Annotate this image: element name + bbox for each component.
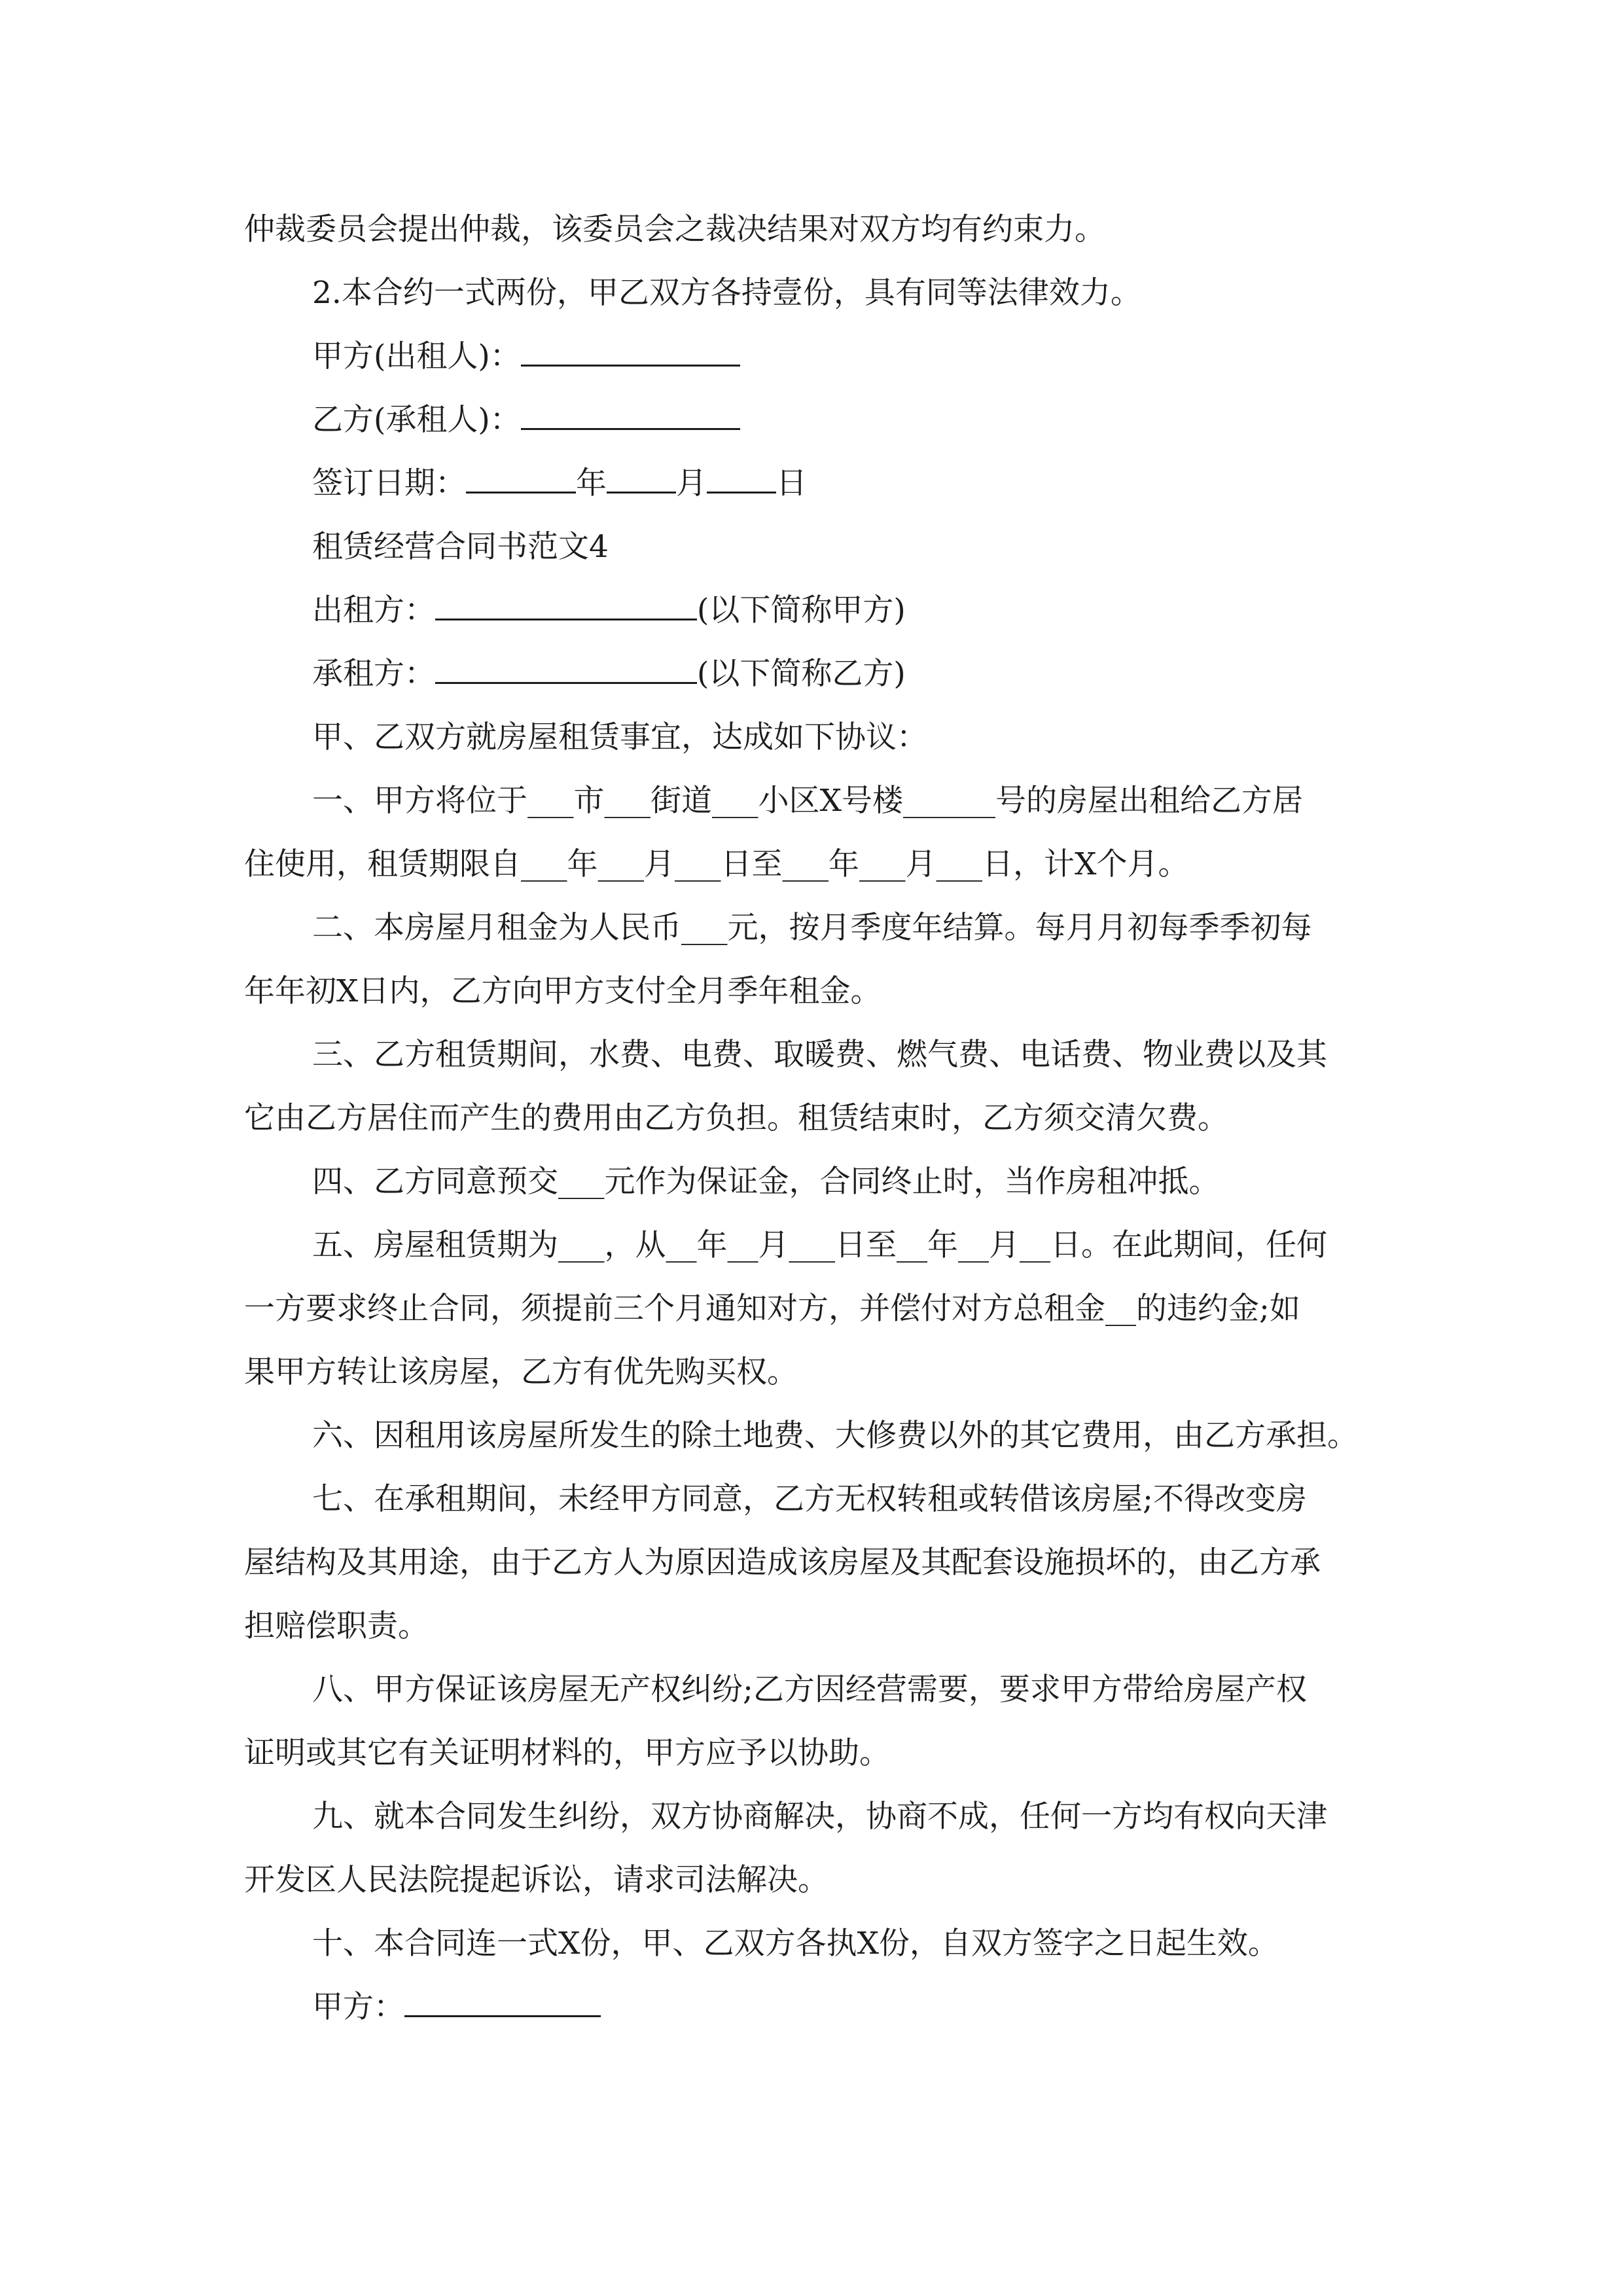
signing-date-line <box>244 452 1380 515</box>
day-blank <box>707 457 776 493</box>
lessor-party-blank <box>435 584 697 620</box>
signing-date-label: 签订日期： <box>312 465 466 501</box>
lessor-party-suffix: (以下简称甲方) <box>697 592 906 628</box>
month-blank <box>607 457 676 493</box>
clause-line: 开发区人民法院提起诉讼，请求司法解决。 <box>244 1862 829 1898</box>
clause-line: 四、乙方同意预交___元作为保证金，合同终止时，当作房租冲抵。 <box>312 1164 1220 1200</box>
clause-line: 一方要求终止合同，须提前三个月通知对方，并偿付对方总租金__的违约金;如 <box>244 1291 1300 1327</box>
lessee-signature-line <box>244 388 1380 452</box>
text-line: 仲裁委员会提出仲裁，该委员会之裁决结果对双方均有约束力。 <box>244 211 1105 247</box>
lessee-signature-blank <box>521 394 740 430</box>
lessee-party-blank <box>435 648 697 684</box>
lessor-label: 甲方(出租人)： <box>312 338 521 374</box>
party-a-signature-blank <box>404 1981 601 2017</box>
clause-line: 证明或其它有关证明材料的，甲方应予以协助。 <box>244 1735 890 1771</box>
clause-line: 担赔偿职责。 <box>244 1608 429 1644</box>
year-unit: 年 <box>576 465 607 501</box>
clause-line: 它由乙方居住而产生的费用由乙方负担。租赁结束时，乙方须交清欠费。 <box>244 1100 1228 1136</box>
lessor-party-line <box>244 579 1380 642</box>
clause-line: 五、房屋租赁期为___，从__年__月___日至__年__月__日。在此期间，任何 <box>312 1227 1327 1263</box>
lessee-party-suffix: (以下简称乙方) <box>697 656 906 692</box>
party-a-label: 甲方： <box>312 1989 404 2025</box>
clause-line: 十、本合同连一式X份，甲、乙双方各执X份，自双方签字之日起生效。 <box>312 1926 1279 1962</box>
clause-line: 屋结构及其用途，由于乙方人为原因造成该房屋及其配套设施损坏的，由乙方承 <box>244 1545 1321 1581</box>
clause-line: 六、因租用该房屋所发生的除土地费、大修费以外的其它费用，由乙方承担。 <box>312 1418 1358 1454</box>
year-blank <box>466 457 576 493</box>
party-a-signature-line <box>244 1975 1380 2039</box>
lessor-party-label: 出租方： <box>312 592 435 628</box>
lessor-signature-line <box>244 325 1380 388</box>
clause-line: 果甲方转让该房屋，乙方有优先购买权。 <box>244 1354 798 1390</box>
lessee-party-line <box>244 642 1380 706</box>
clause-line: 一、甲方将位于___市___街道___小区X号楼______号的房屋出租给乙方居 <box>312 783 1303 819</box>
clause-line: 年年初X日内，乙方向甲方支付全月季年租金。 <box>244 973 882 1009</box>
clause-line: 八、甲方保证该房屋无产权纠纷;乙方因经营需要，要求甲方带给房屋产权 <box>312 1672 1307 1708</box>
day-unit: 日 <box>776 465 807 501</box>
clause-line: 住使用，租赁期限自___年___月___日至___年___月___日，计X个月。 <box>244 846 1189 882</box>
lessee-label: 乙方(承租人)： <box>312 402 521 438</box>
lessor-signature-blank <box>521 331 740 367</box>
clause-line: 七、在承租期间，未经甲方同意，乙方无权转租或转借该房屋;不得改变房 <box>312 1481 1307 1517</box>
month-unit: 月 <box>676 465 707 501</box>
text-line: 甲、乙双方就房屋租赁事宜，达成如下协议： <box>312 719 927 755</box>
section-title: 租赁经营合同书范文4 <box>312 529 609 565</box>
contract-body <box>244 198 1380 2039</box>
clause-line: 二、本房屋月租金为人民币___元，按月季度年结算。每月月初每季季初每 <box>312 910 1312 946</box>
lessee-party-label: 承租方： <box>312 656 435 692</box>
text-line: 2.本合约一式两份，甲乙双方各持壹份，具有同等法律效力。 <box>312 275 1141 311</box>
clause-line: 九、就本合同发生纠纷，双方协商解决，协商不成，任何一方均有权向天津 <box>312 1799 1327 1835</box>
clause-line: 三、乙方租赁期间，水费、电费、取暖费、燃气费、电话费、物业费以及其 <box>312 1037 1327 1073</box>
